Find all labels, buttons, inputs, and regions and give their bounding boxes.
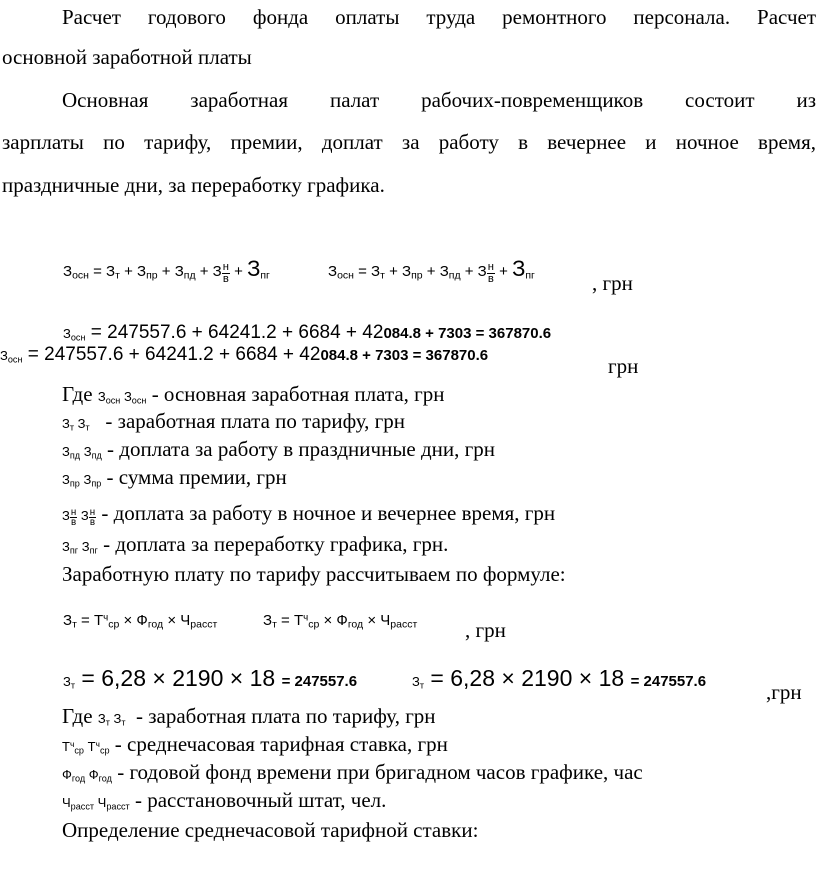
heading-line-1: Расчет годового фонда оплаты труда ремонтного персонала. Расчет xyxy=(62,5,816,29)
calc-base-salary-expr: = 247557.6 + 64241.2 + 6684 + 42 xyxy=(90,322,384,343)
calc-base-salary-unit: грн xyxy=(608,354,639,378)
closing-line: Определение среднечасовой тарифной ставки: xyxy=(62,818,479,842)
calc-tariff-a: $З_т = 6,28 \times 2190 \times 18 = 247557.6$ xyxy=(63,665,358,691)
calc-base-salary-tail: 084.8 + 7303 = 367870.6 xyxy=(383,325,552,342)
formula-base-salary-unit: , грн xyxy=(592,271,633,295)
formula-base-salary-a: $З_{осн} = З_т + З_{пр} + З_{пд} + З$ $\frac{н}{в}$ + $З_{пг}$ xyxy=(63,256,270,286)
heading-line-2: основной заработной платы xyxy=(2,45,252,69)
calc-tariff-unit: ,грн xyxy=(766,680,802,704)
legend1-row-5: $З_{пг}$ $З_{пг}$ - доплата за переработку графика, грн. xyxy=(62,532,449,556)
calc-tariff-result: = 247557.6 xyxy=(281,673,358,690)
formula-tariff-b: $З_т = Т^ч_{ср} \times Ф_{год} \times Ч_{расст}$ xyxy=(263,612,418,631)
intro-line-1: Основная заработная палат рабочих-повременщиков состоит из xyxy=(62,88,816,112)
legend1-row-3: $З_{пр}$ $З_{пр}$ - сумма премии, грн xyxy=(62,465,287,489)
legend1-row-4: З $\frac{н}{в}$ З $\frac{н}{в}$ - доплата за работу в ночное и вечернее время, грн xyxy=(62,501,556,529)
legend2-row-2: $Ф_{год}$ $Ф_{год}$ - годовой фонд времени при бригадном часов графике, час xyxy=(62,760,643,784)
legend1-row-0: Где $З_{осн}$ $З_{осн}$ - основная заработная плата, грн xyxy=(62,382,445,406)
legend1-row-1: $З_т$ $З_т$ - заработная плата по тарифу, грн xyxy=(62,409,405,433)
tariff-intro: Заработную плату по тарифу рассчитываем по формуле: xyxy=(62,562,566,586)
formula-tariff-a: $З_т = Т^ч_{ср} \times Ф_{год} \times Ч_{расст}$ xyxy=(63,612,218,631)
legend1-row-2: $З_{пд}$ $З_{пд}$ - доплата за работу в праздничные дни, грн xyxy=(62,437,496,461)
calc-base-salary-b: $З_{осн} = 247557.6 + 64241.2 + 6684 + 42084.8 + 7303 = 367870.6$ xyxy=(0,344,489,365)
calc-tariff-expr: = 6,28 × 2190 × 18 xyxy=(81,665,276,691)
formula-tariff-unit: , грн xyxy=(465,618,506,642)
intro-line-2: зарплаты по тарифу, премии, доплат за работу в вечернее и ночное время, xyxy=(2,130,816,154)
formula-base-salary-b: $З_{осн} = З_т + З_{пр} + З_{пд} + З$ $\frac{н}{в}$ + $З_{пг}$ xyxy=(328,256,535,286)
intro-line-3: праздничные дни, за переработку графика. xyxy=(2,173,385,197)
calc-tariff-b: $З_т = 6,28 \times 2190 \times 18 = 247557.6$ xyxy=(412,665,707,691)
legend2-row-0: Где $З_т$ $З_т$ - заработная плата по тарифу, грн xyxy=(62,704,436,728)
legend2-row-3: $Ч_{расст}$ $Ч_{расст}$ - расстановочный штат, чел. xyxy=(62,788,387,812)
calc-base-salary-a: $З_{осн} = 247557.6 + 64241.2 + 6684 + 42084.8 + 7303 = 367870.6$ xyxy=(63,322,552,343)
legend2-row-1: $Т^ч_{ср}$ $Т^ч_{ср}$ - среднечасовая тарифная ставка, грн xyxy=(62,732,448,756)
